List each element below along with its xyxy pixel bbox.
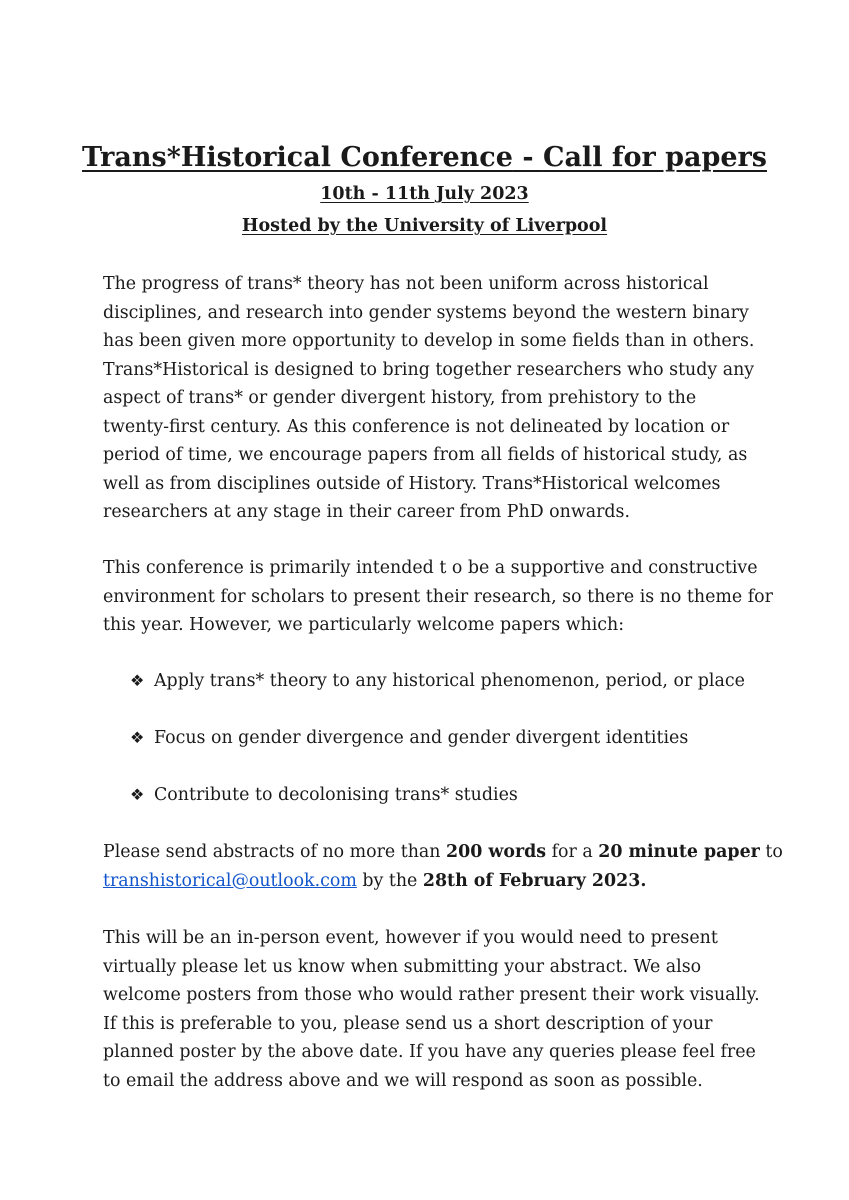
intro-line: researchers at any stage in their career from PhD onwards. xyxy=(103,502,630,522)
list-item xyxy=(130,781,518,809)
closing-line: welcome posters from those who would rather present their work visually. xyxy=(103,985,760,1005)
intro-line: has been given more opportunity to develop in some fields than in others. xyxy=(103,331,755,351)
closing-line: to email the address above and we will respond as soon as possible. xyxy=(103,1070,703,1091)
closing-line: planned poster by the above date. If you have any queries please feel free xyxy=(103,1042,756,1062)
submission-line-2 xyxy=(103,867,753,896)
theme-line: environment for scholars to present their research, so there is no theme for xyxy=(103,586,773,607)
closing-line: This will be an in-person event, however if you would need to present xyxy=(103,928,718,948)
conference-host: Hosted by the University of Liverpool xyxy=(241,216,608,236)
submission-text: Please send abstracts of no more than xyxy=(103,842,447,862)
closing-paragraph xyxy=(103,924,760,1095)
word-limit: 200 words xyxy=(446,842,547,862)
submission-text: to xyxy=(759,842,783,862)
closing-line: If this is preferable to you, please send us a short description of your xyxy=(103,1013,713,1034)
list-item xyxy=(130,667,745,695)
intro-line: well as from disciplines outside of History. Trans*Historical welcomes xyxy=(103,473,721,494)
intro-line: aspect of trans* or gender divergent history, from prehistory to the xyxy=(103,388,697,408)
submission-text: by the xyxy=(356,870,423,891)
page-title xyxy=(0,138,849,178)
submission-deadline: 28th of February 2023. xyxy=(422,870,647,891)
intro-line: period of time, we encourage papers from all fields of historical study, as xyxy=(103,445,748,465)
diamond-bullet-icon: ❖ xyxy=(130,671,145,690)
conference-dates: 10th - 11th July 2023 xyxy=(320,184,529,204)
diamond-bullet-icon: ❖ xyxy=(130,785,145,804)
submission-paragraph xyxy=(103,838,783,895)
list-item-text: Focus on gender divergence and gender divergent identities xyxy=(154,728,689,748)
intro-line: The progress of trans* theory has not been uniform across historical xyxy=(103,274,709,294)
intro-line: twenty-first century. As this conference is not delineated by location or xyxy=(103,416,730,437)
theme-line: this year. However, we particularly welcome papers which: xyxy=(103,615,625,635)
intro-line: Trans*Historical is designed to bring together researchers who study any xyxy=(103,359,755,380)
theme-paragraph xyxy=(103,554,773,640)
submission-line-1 xyxy=(103,838,783,867)
title-conference: Trans*Historical Conference xyxy=(82,142,513,173)
email-link[interactable]: transhistorical@outlook.com xyxy=(103,870,357,891)
title-call-for-papers: Call for papers xyxy=(542,142,767,173)
list-item xyxy=(130,724,688,752)
paper-duration: 20 minute paper xyxy=(598,842,760,862)
closing-line: virtually please let us know when submitting your abstract. We also xyxy=(103,956,702,977)
document-header xyxy=(0,138,849,242)
intro-line: disciplines, and research into gender systems beyond the western binary xyxy=(103,302,749,323)
title-separator: - xyxy=(512,142,543,173)
intro-paragraph xyxy=(103,270,753,527)
list-item-text: Contribute to decolonising trans* studies xyxy=(154,785,518,805)
list-item-text: Apply trans* theory to any historical phenomenon, period, or place xyxy=(154,671,745,691)
submission-text: for a xyxy=(546,842,599,862)
theme-line: This conference is primarily intended t o be a supportive and constructive xyxy=(103,558,758,578)
diamond-bullet-icon: ❖ xyxy=(130,728,145,747)
